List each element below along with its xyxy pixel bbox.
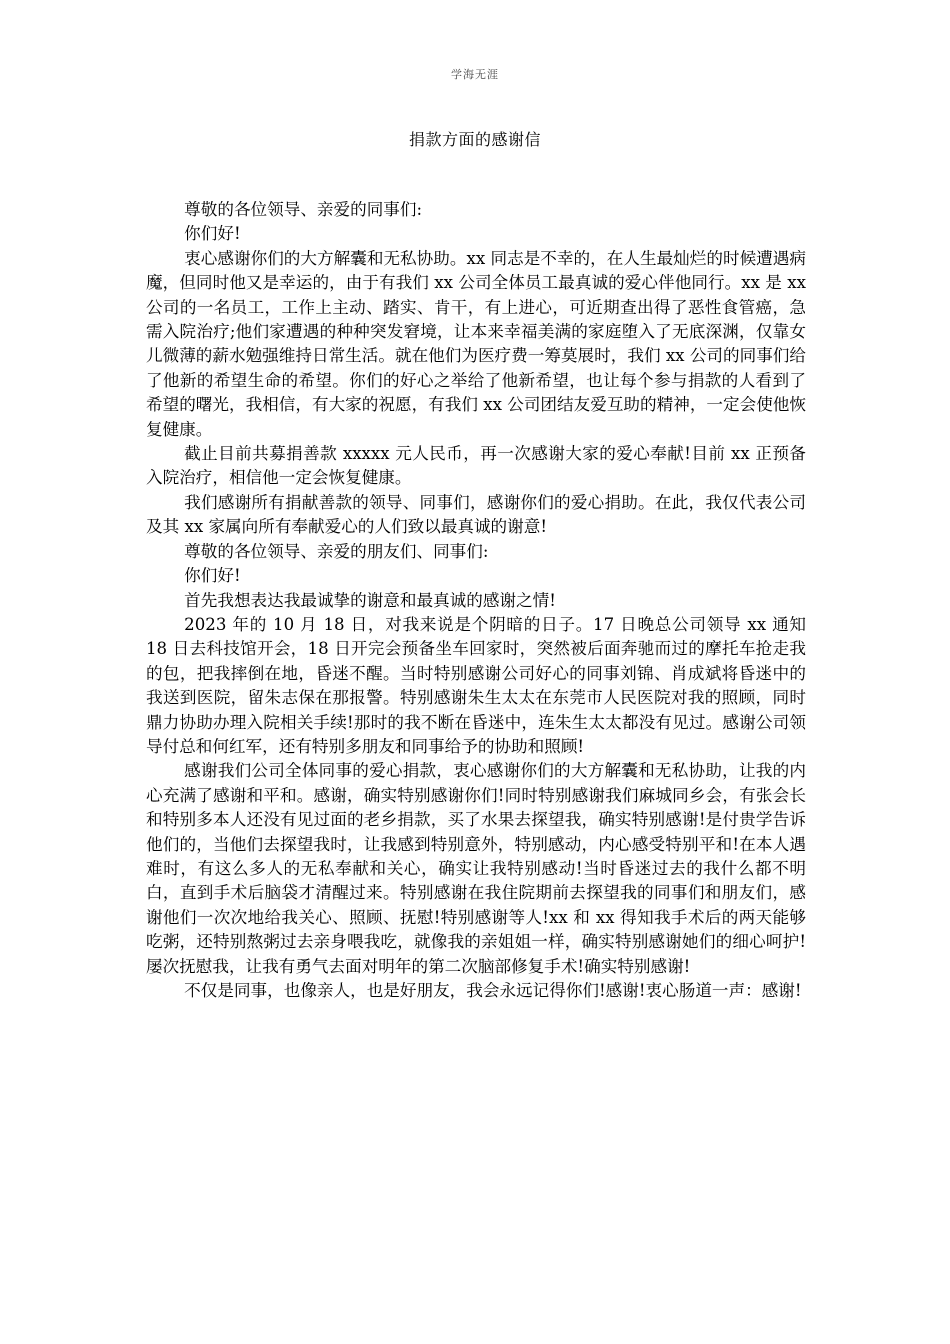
paragraph-donation-total: 截止目前共募捐善款 xxxxx 元人民币，再一次感谢大家的爱心奉献!目前 xx 正预备入院治疗，相信他一定会恢复健康。	[146, 444, 806, 488]
greeting-1: 你们好!	[184, 224, 241, 244]
paragraph-opening-thanks: 首先我想表达我最诚挚的谢意和最真诚的感谢之情!	[184, 590, 556, 610]
paragraph-colleague-thanks: 感谢我们公司全体同事的爱心捐款，衷心感谢你们的大方解囊和无私协助，让我的内心充满了感谢和平和。感谢，确实特别感谢你们!同时特别感谢我们麻城同乡会，有张会长和特别多本人还没有见过面的老乡捐款，买了水果去探望我，确实特别感谢!是付贵学告诉他们的，当他们去探望我时，让我感到特别意外，特别感动，内心感受特别平和!在本人遇难时，有这么多人的无私奉献和关心，确实让我特别感动!当时昏迷过去的我什么都不明白，直到手术后脑袋才清醒过来。特别感谢在我住院期前去探望我的同事们和朋友们，感谢他们一次次地给我关心、照顾、抚慰!特别感谢等人!xx 和 xx 得知我手术后的两天能够吃粥，还特别熬粥过去亲身喂我吃，就像我的亲姐姐一样，确实特别感谢她们的细心呵护!屡次抚慰我，让我有勇气去面对明年的第二次脑部修复手术!确实特别感谢!	[146, 761, 806, 976]
salutation-1: 尊敬的各位领导、亲爱的同事们:	[184, 200, 423, 219]
page-header: 学海无涯	[451, 68, 499, 81]
salutation-2: 尊敬的各位领导、亲爱的朋友们、同事们:	[184, 541, 489, 561]
document-title: 捐款方面的感谢信	[408, 130, 541, 149]
paragraph-gratitude: 我们感谢所有捐献善款的领导、同事们，感谢你们的爱心捐助。在此，我仅代表公司及其 xx 家属向所有奉献爱心的人们致以最真诚的谢意!	[146, 492, 806, 537]
paragraph-closing: 不仅是同事，也像亲人，也是好朋友，我会永远记得你们!感谢!衷心肠道一声：感谢!	[184, 981, 802, 1000]
paragraph-thanks-donation: 衷心感谢你们的大方解囊和无私协助。xx 同志是不幸的，在人生最灿烂的时候遭遇病魔，但同时他又是幸运的，由于有我们 xx 公司全体员工最真诚的爱心伴他同行。xx 是 xx 公司的一名员工，工作上主动、踏实、肯干，有上进心，可近期查出得了恶性食管癌，急需入院治疗;他们家遭遇的种种突发窘境，让本来幸福美满的家庭堕入了无底深渊，仅靠女儿微薄的薪水勉强维持日常生活。就在他们为医疗费一筹莫展时，我们 xx 公司的同事们给了他新的希望生命的希望。你们的好心之举给了他新希望，也让每个参与捐款的人看到了希望的曙光，我相信，有大家的祝愿，有我们 xx 公司团结友爱互助的精神，一定会使他恢复健康。	[146, 248, 806, 439]
paragraph-incident: 2023 年的 10 月 18 日，对我来说是个阴暗的日子。17 日晚总公司领导 xx 通知 18 日去科技馆开会，18 日开完会预备坐车回家时，突然被后面奔驰而过的摩托车抢走我的包，把我摔倒在地，昏迷不醒。当时特别感谢公司好心的同事刘锦、肖成斌将昏迷中的我送到医院，留朱志保在那报警。特别感谢朱生太太在东莞市人民医院对我的照顾，同时鼎力协助办理入院相关手续!那时的我不断在昏迷中，连朱生太太都没有见过。感谢公司领导付总和何红军，还有特别多朋友和同事给予的协助和照顾!	[146, 614, 806, 756]
greeting-2: 你们好!	[184, 566, 241, 586]
letter-body	[146, 198, 806, 1003]
